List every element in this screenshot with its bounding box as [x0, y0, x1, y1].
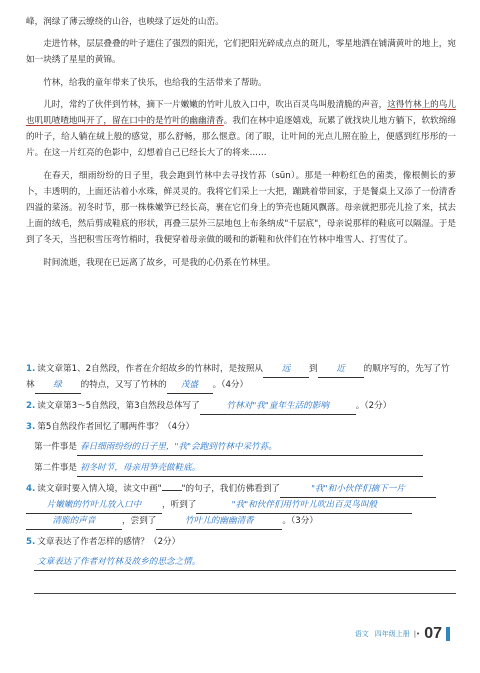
paragraph-4-part-c: 。我们在林中追逐嬉戏，玩累了就找块儿地方躺下，软软绵绵的叶子，给人躺在絨上般的感觉，那么舒畅，那么惬意。闭了眼，让叶间的光点儿照在脸上，便感到红彤彤的一片。在这一片红亮的色影中，幻想着自己已经长大了的将来……	[26, 116, 456, 159]
answer-blank[interactable]: 初冬时节，母亲用笋壳做鞋底。	[77, 461, 423, 477]
question-number: 4.	[26, 484, 36, 494]
question-text: 第5自然段作者回忆了哪两件事？（4分）	[37, 422, 195, 432]
question-text: 第二件事是	[34, 463, 77, 473]
question-number: 5.	[26, 537, 36, 547]
paragraph-1: 峰，润绿了薄云缭绕的山谷，也映绿了远处的山峦。	[26, 17, 224, 27]
question-text: 读文章第3～5自然段，第3自然段总体写了	[37, 401, 200, 411]
answer-blank[interactable]: 近	[318, 362, 364, 378]
underlined-sentence: 这得竹林上的鸟儿也叽叽喳喳地叫开了，留在口中的是竹叶的幽幽清香	[26, 99, 456, 127]
question-3	[26, 420, 456, 435]
question-text: 的特点，又写了竹林的	[80, 380, 167, 390]
blank-answer-line[interactable]	[34, 579, 456, 594]
answer-blank[interactable]: 春日细雨纷纷的日子里，"我"会跑到竹林中采竹荪。	[77, 440, 423, 456]
reading-passage	[26, 14, 456, 271]
question-text: "的句子，我们仿佛看到了	[181, 484, 281, 494]
question-text: 。（4分）	[212, 380, 249, 390]
question-text: 读文章时要入情入境，读文中画"	[37, 484, 162, 494]
question-number: 2.	[26, 401, 36, 411]
question-text: 。（2分）	[355, 401, 392, 411]
separator: |•	[413, 630, 421, 638]
answer-blank[interactable]: 茂盛	[167, 378, 213, 394]
paragraph-6: 时间流逝，我现在已远离了故乡，可是我的心仍系在竹林里。	[43, 257, 276, 268]
grade-label: 四年级上册	[374, 630, 410, 638]
question-4	[26, 482, 456, 530]
paragraph-2: 走进竹林，层层叠叠的叶子遮住了强烈的阳光，它们把阳光碎成点点的斑儿，零星地洒在铺满黄叶的地上，宛如一块绣了星星的黄锦。	[26, 39, 456, 66]
question-text: ，听到了	[162, 500, 197, 510]
answer-blank[interactable]: 远	[263, 362, 309, 378]
page-number: 07	[424, 625, 442, 642]
question-1	[26, 362, 456, 394]
answer-blank[interactable]: "我"和伙伴们用竹叶儿吹出百灵鸟叫般	[196, 498, 412, 514]
page-footer	[355, 625, 450, 643]
answer-blank[interactable]: 清脆的声音	[26, 514, 122, 530]
question-text: 读文章第1、2自然段，作者在介绍故乡的竹林时，是按照从	[37, 364, 264, 374]
question-3-line-2	[34, 461, 456, 477]
question-number: 1.	[26, 364, 36, 374]
underline-mark	[162, 490, 182, 491]
paragraph-5: 在春天，细雨纷纷的日子里，我会跑到竹林中去寻找竹荪（sūn）。那是一种粉红色的菌类，像根侧长的萝卜，丰透明的，上面还沾着小水珠，鲜灵灵的。我将它们采上一大把，蹦跳着带回家，于是餐桌上又添了一份清香四溢的菜汤。初冬时节，那一株株嫩笋已经长高，裹在它们身上的笋壳也随风飘落。母亲就把那壳儿捡了来，拭去上面的绒毛，然后剪成鞋底的形状，再叠三层外三层地包上布条纳成"千层底"，母亲说那样的鞋底可以隔湿。于是到了冬天，当把积雪压弯竹梢时，我便穿着母亲做的暖和的新鞋和伙伴们在竹林中堆雪人、打雪仗了。	[26, 170, 456, 246]
question-5	[26, 535, 456, 550]
question-text: 的顺序写的，先写了竹林	[26, 364, 450, 390]
question-text: 文章表达了作者怎样的感情？（2分）	[37, 537, 181, 547]
answer-blank[interactable]: 竹叶儿的幽幽清香	[156, 514, 282, 530]
question-text: 。（3分）	[282, 516, 318, 526]
answer-blank[interactable]: 片嫩嫩的竹叶儿放入口中	[26, 498, 162, 514]
answer-blank[interactable]: 绿	[35, 378, 81, 394]
question-text: 到	[309, 364, 318, 374]
question-text: ，尝到了	[122, 516, 157, 526]
subject-label: 语文	[354, 630, 369, 638]
question-2	[26, 399, 456, 415]
question-number: 3.	[26, 422, 36, 432]
answer-blank[interactable]: 竹林对"我"童年生活的影响	[200, 399, 356, 415]
answer-blank[interactable]: "我"和小伙伴们摘下一片	[280, 482, 436, 498]
paragraph-3: 竹林，给我的童年带来了快乐，也给我的生活带来了帮助。	[43, 77, 267, 88]
question-text: 第一件事是	[34, 442, 77, 452]
questions-section	[26, 362, 456, 594]
question-3-line-1	[34, 440, 456, 456]
paragraph-4	[26, 97, 456, 162]
paragraph-4-part-a: 儿时，常约了伙伴到竹林，摘下一片嫩嫩的竹叶儿放入口中，吹出百灵鸟叫般清脆的声音，	[43, 99, 388, 110]
page-mark	[446, 627, 450, 641]
answer-line[interactable]: 文章表达了作者对竹林及故乡的思念之情。	[34, 555, 456, 571]
